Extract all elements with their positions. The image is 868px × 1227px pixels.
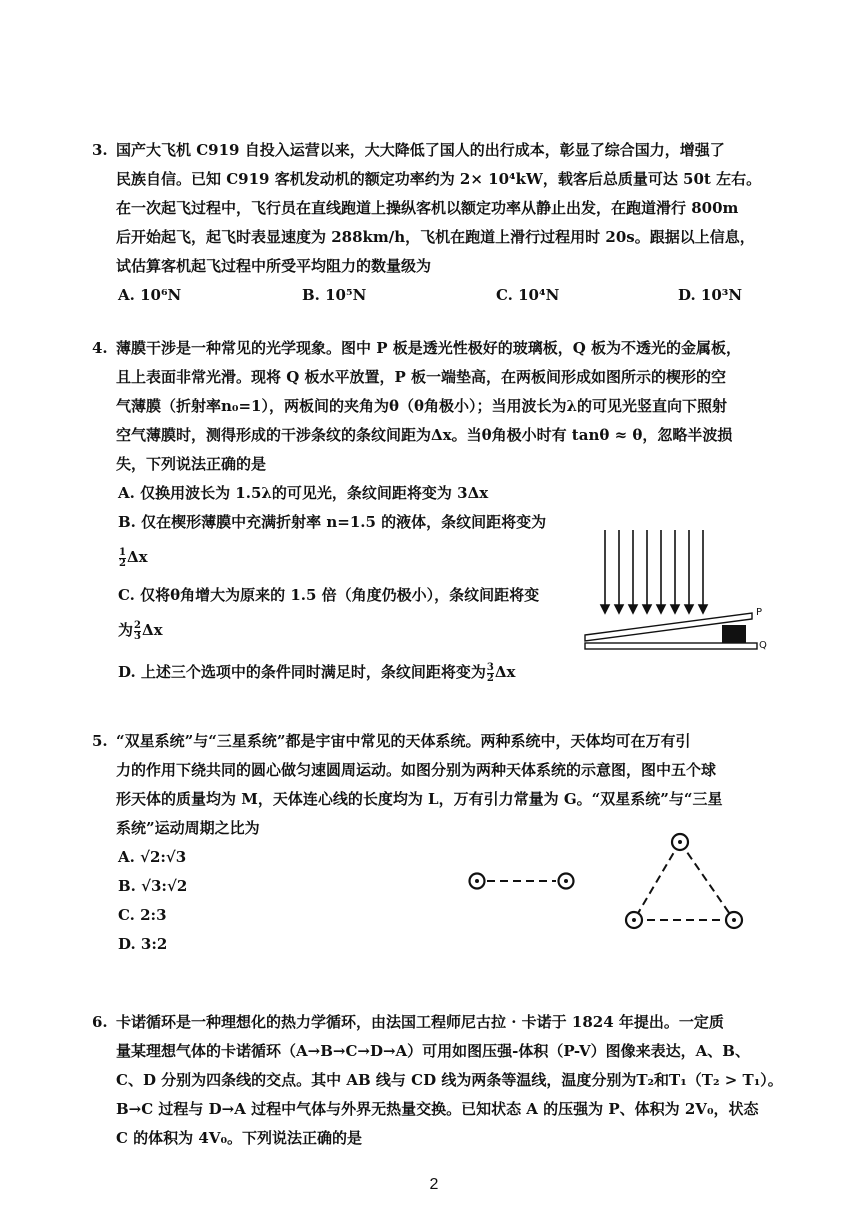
connecting-line bbox=[680, 842, 734, 920]
option-b-continuation: $\frac{1}{2}$ Δx bbox=[119, 546, 148, 569]
arrow-head bbox=[699, 605, 707, 613]
connecting-line bbox=[634, 842, 680, 920]
option-c: C. 仅将θ角增大为原来的 1.5 倍（角度仍极小），条纹间距将变 bbox=[118, 586, 540, 604]
thin-film-diagram bbox=[580, 525, 770, 660]
question-3-line-2: 民族自信。已知 C919 客机发动机的额定功率约为 2× 10⁴kW，载客后总质量可达 50t 左右。 bbox=[116, 170, 762, 188]
arrow-head bbox=[643, 605, 651, 613]
question-number: 4. bbox=[92, 339, 108, 357]
question-5-line-1: 5. “双星系统”与“三星系统”都是宇宙中常见的天体系统。两种系统中，天体均可在万有引 bbox=[92, 727, 772, 756]
fraction: $\frac{3}{2}$ bbox=[486, 661, 494, 684]
option-a: A. 仅换用波长为 1.5λ的可见光，条纹间距将变为 3Δx bbox=[118, 484, 489, 502]
plate-q-label: Q bbox=[759, 640, 767, 651]
question-6 bbox=[92, 1008, 783, 1153]
option-a: A. √2:√3 bbox=[118, 848, 187, 866]
spacer-block bbox=[722, 625, 746, 643]
question-number: 3. bbox=[92, 141, 108, 159]
question-3-line-1: 3. 国产大飞机 C919 自投入运营以来，大大降低了国人的出行成本，彰显了综合国力，增强了 bbox=[92, 136, 772, 165]
question-6-line-1: 6. 卡诺循环是一种理想化的热力学循环，由法国工程师尼古拉 · 卡诺于 1824 年提出。一定质 bbox=[92, 1008, 772, 1037]
arrow-head bbox=[685, 605, 693, 613]
arrow-head bbox=[615, 605, 623, 613]
question-3 bbox=[92, 136, 772, 310]
question-3-line-3: 在一次起飞过程中，飞行员在直线跑道上操纵客机以额定功率从静止出发，在跑道滑行 800m bbox=[116, 199, 739, 217]
option-d: D. 3:2 bbox=[118, 935, 168, 953]
binary-star-diagram bbox=[465, 868, 580, 894]
fraction: $\frac{2}{3}$ bbox=[134, 619, 141, 642]
plate-p-label: P bbox=[756, 607, 763, 618]
question-5-line-4: 系统”运动周期之比为 bbox=[116, 819, 260, 837]
question-4-line-2: 且上表面非常光滑。现将 Q 板水平放置，P 板一端垫高，在两板间形成如图所示的楔形的空 bbox=[116, 368, 727, 386]
plate-q bbox=[585, 643, 757, 649]
question-5-line-3: 形天体的质量均为 M，天体连心线的长度均为 L，万有引力常量为 G。“双星系统”与“三星 bbox=[116, 790, 723, 808]
question-3-line-5: 试估算客机起飞过程中所受平均阻力的数量级为 bbox=[116, 257, 432, 275]
question-number: 5. bbox=[92, 732, 108, 750]
arrow-head bbox=[671, 605, 679, 613]
question-4-line-3: 气薄膜（折射率n₀=1），两板间的夹角为θ（θ角极小）；当用波长为λ的可见光竖直向下照射 bbox=[116, 397, 728, 415]
question-6-line-3: C、D 分别为四条线的交点。其中 AB 线与 CD 线为两条等温线，温度分别为T₂和T₁（T₂ > T₁）。 bbox=[116, 1071, 783, 1089]
question-6-line-2: 量某理想气体的卡诺循环（A→B→C→D→A）可用如图压强-体积（P-V）图像来表达，A、B、 bbox=[116, 1042, 750, 1060]
option-b: B. 仅在楔形薄膜中充满折射率 n=1.5 的液体，条纹间距将变为 bbox=[118, 513, 547, 531]
fraction: $\frac{1}{2}$ bbox=[119, 546, 126, 569]
arrow-head bbox=[629, 605, 637, 613]
question-number: 6. bbox=[92, 1013, 108, 1031]
question-6-line-5: C 的体积为 4V₀。下列说法正确的是 bbox=[116, 1129, 363, 1147]
option-c: C. 2:3 bbox=[118, 906, 167, 924]
question-3-options bbox=[92, 281, 772, 310]
question-3-line-4: 后开始起飞，起飞时表显速度为 288km/h，飞机在跑道上滑行过程用时 20s。跟据以上信息， bbox=[116, 228, 755, 246]
question-4-line-5: 失，下列说法正确的是 bbox=[116, 455, 267, 473]
triple-star-diagram bbox=[618, 828, 748, 938]
question-4-line-4: 空气薄膜时，测得形成的干涉条纹的条纹间距为Δx。当θ角极小时有 tanθ ≈ θ，忽略半波损 bbox=[116, 426, 733, 444]
option-d: D. 上述三个选项中的条件同时满足时，条纹间距将变为 $\frac{3}{2}$ Δx bbox=[118, 661, 516, 684]
arrow-head bbox=[657, 605, 665, 613]
option-b: B. √3:√2 bbox=[118, 877, 188, 895]
arrow-head bbox=[601, 605, 609, 613]
option-c-continuation: 为 $\frac{2}{3}$ Δx bbox=[118, 619, 163, 642]
option-c: C. 10⁴N bbox=[496, 286, 560, 304]
question-5-line-2: 力的作用下绕共同的圆心做匀速圆周运动。如图分别为两种天体系统的示意图，图中五个球 bbox=[116, 761, 717, 779]
option-a: A. 10⁶N bbox=[118, 286, 182, 304]
option-d: D. 10³N bbox=[678, 286, 743, 304]
page-number: 2 bbox=[429, 1176, 439, 1193]
option-b: B. 10⁵N bbox=[302, 286, 367, 304]
question-4-line-1: 4. 薄膜干涉是一种常见的光学现象。图中 P 板是透光性极好的玻璃板，Q 板为不透光的金属板， bbox=[92, 334, 772, 363]
question-6-line-4: B→C 过程与 D→A 过程中气体与外界无热量交换。已知状态 A 的压强为 P、体积为 2V₀，状态 bbox=[116, 1100, 759, 1118]
